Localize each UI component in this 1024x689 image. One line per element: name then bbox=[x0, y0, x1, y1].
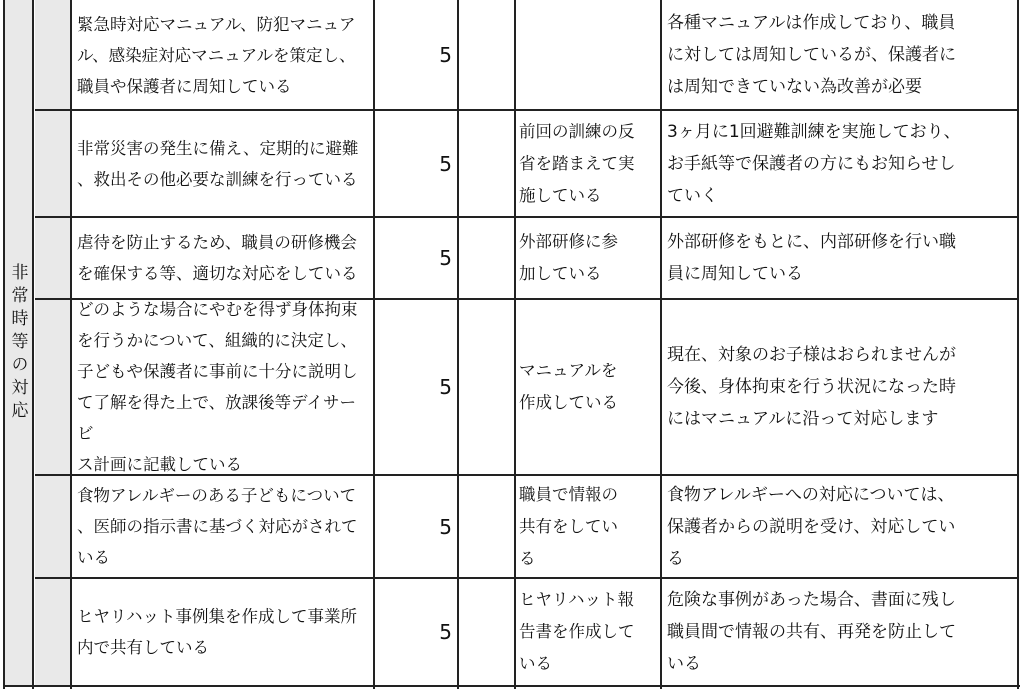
row-action-cell bbox=[515, 110, 661, 217]
row-item-cell bbox=[71, 475, 374, 578]
row-comment-cell bbox=[661, 299, 1018, 475]
row-comment: 外部研修をもとに、内部研修を行い職 員に周知している bbox=[667, 232, 956, 284]
category-label: 非常時等の対応 bbox=[7, 262, 28, 424]
row-comment: 現在、対象のお子様はおられませんが 今後、身体拘束を行う状況になった時 にはマニュアルに沿って対応します bbox=[667, 345, 956, 429]
row-item-cell bbox=[71, 110, 374, 217]
row-comment-cell bbox=[661, 475, 1018, 578]
row-score-cell bbox=[374, 578, 458, 686]
column-divider bbox=[32, 0, 34, 689]
row-item-cell bbox=[71, 217, 374, 299]
row-score: 5 bbox=[439, 514, 452, 539]
row-score: 5 bbox=[439, 151, 452, 176]
row-divider bbox=[35, 298, 1019, 300]
column-divider bbox=[457, 0, 459, 689]
row-action: 職員で情報の 共有をしてい る bbox=[519, 484, 618, 568]
column-divider bbox=[660, 0, 662, 689]
row-score-cell bbox=[374, 0, 458, 110]
row-comment-cell bbox=[661, 110, 1018, 217]
row-item-cell bbox=[71, 299, 374, 475]
row-num-cell bbox=[35, 0, 71, 110]
row-comment: 各種マニュアルは作成しており、職員 に対しては周知しているが、保護者に は周知できていない為改善が必要 bbox=[667, 13, 956, 97]
row-item: 食物アレルギーのある子どもについて 、医師の指示書に基づく対応がされて いる bbox=[77, 486, 358, 567]
row-score-cell bbox=[374, 217, 458, 299]
column-divider bbox=[70, 0, 72, 689]
row-comment-cell bbox=[661, 578, 1018, 686]
row-divider bbox=[35, 474, 1019, 476]
row-comment: 危険な事例があった場合、書面に残し 職員間で情報の共有、再発を防止して いる bbox=[667, 590, 956, 674]
row-score: 5 bbox=[439, 246, 452, 270]
column-divider bbox=[373, 0, 375, 689]
row-num-cell bbox=[35, 475, 71, 578]
row-action: 外部研修に参 加している bbox=[519, 232, 618, 283]
row-action-cell bbox=[515, 578, 661, 686]
row-action-cell bbox=[515, 475, 661, 578]
row-score-cell bbox=[374, 110, 458, 217]
row-action: ヒヤリハット報 告書を作成して いる bbox=[519, 590, 635, 673]
row-item: 非常災害の発生に備え、定期的に避難 、救出その他必要な訓練を行っている bbox=[77, 138, 359, 189]
row-action-cell bbox=[515, 299, 661, 475]
column-divider bbox=[3, 0, 5, 689]
row-score-cell bbox=[374, 299, 458, 475]
row-item-cell bbox=[71, 0, 374, 110]
row-comment: 3ヶ月に1回避難訓練を実施しており、 お手紙等で保護者の方にもお知らせし ていく bbox=[667, 121, 961, 206]
row-item: 虐待を防止するため、職員の研修機会 を確保する等、適切な対応をしている bbox=[77, 233, 358, 283]
row-action: 前回の訓練の反 省を踏まえて実 施している bbox=[519, 121, 635, 205]
row-comment-cell bbox=[661, 0, 1018, 110]
row-item: どのような場合にやむを得ず身体拘束 を行うかについて、組織的に決定し、 子どもや保護者に事前に十分に説明し て了解を得た上で、放課後等デイサービ ス計画に記載している bbox=[77, 300, 358, 474]
row-score: 5 bbox=[439, 620, 452, 644]
column-divider bbox=[1017, 0, 1019, 689]
category-label-cell bbox=[4, 0, 32, 686]
row-divider bbox=[35, 577, 1019, 579]
row-divider bbox=[35, 109, 1019, 111]
row-action-cell bbox=[515, 0, 661, 110]
row-num-cell bbox=[35, 217, 71, 299]
row-num-cell bbox=[35, 299, 71, 475]
row-divider bbox=[35, 216, 1019, 218]
row-score-cell bbox=[374, 475, 458, 578]
row-action: マニュアルを 作成している bbox=[519, 361, 618, 412]
row-score: 5 bbox=[439, 43, 452, 67]
column-divider bbox=[514, 0, 516, 689]
row-item-cell bbox=[71, 578, 374, 686]
row-item: 緊急時対応マニュアル、防犯マニュア ル、感染症対応マニュアルを策定し、 職員や保護者に周知している bbox=[77, 14, 356, 96]
row-num-cell bbox=[35, 578, 71, 686]
row-item: ヒヤリハット事例集を作成して事業所 内で共有している bbox=[77, 607, 358, 657]
row-num-cell bbox=[35, 110, 71, 217]
row-comment: 食物アレルギーへの対応については、 保護者からの説明を受け、対応してい る bbox=[667, 484, 956, 569]
row-divider bbox=[4, 685, 1020, 687]
row-score: 5 bbox=[439, 375, 452, 399]
row-action-cell bbox=[515, 217, 661, 299]
row-comment-cell bbox=[661, 217, 1018, 299]
